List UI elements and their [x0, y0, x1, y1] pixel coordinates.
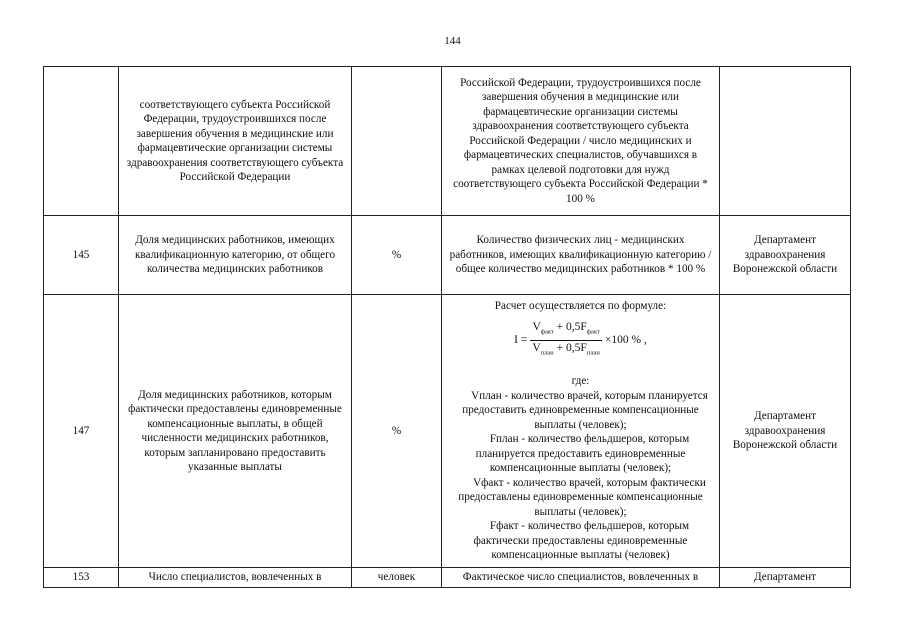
- responsible-cell: Департамент здравоохранения Воронежской области: [720, 295, 851, 568]
- unit-cell: человек: [352, 568, 442, 588]
- indicator-name: Число специалистов, вовлеченных в: [119, 568, 352, 588]
- row-number: [44, 67, 119, 216]
- table-row: [44, 67, 851, 216]
- row-number: 145: [44, 216, 119, 295]
- formula-definition: Fплан - количество фельдшеров, которым планируется предоставить единовременные компенсационные выплаты (человек);: [475, 433, 690, 475]
- unit-cell: %: [352, 295, 442, 568]
- table-row: [44, 295, 851, 568]
- indicator-name: Доля медицинских работников, которым фактически предоставлены единовременные компенсационные выплаты, в общей численности медицинских работников, которым запланировано предоставить указанные выплаты: [119, 295, 352, 568]
- formula-definition: Vфакт - количество врачей, которым фактически предоставлены единовременные компенсационные выплаты (человек);: [458, 476, 706, 518]
- indicator-name: Доля медицинских работников, имеющих квалификационную категорию, от общего количества медицинских работников: [119, 216, 352, 295]
- method-cell: Российской Федерации, трудоустроившихся после завершения обучения в медицинские или фармацевтические организации системы здравоохранения соответствующего субъекта Российской Федерации / число медицинских и фармацевтических специалистов, обучавшихся в рамках целевой подготовки для нужд соответствующего субъекта Российской Федерации * 100 %: [442, 67, 720, 216]
- formula: [448, 320, 713, 361]
- unit-cell: %: [352, 216, 442, 295]
- method-cell: Фактическое число специалистов, вовлеченных в: [442, 568, 720, 588]
- method-cell: [442, 295, 720, 568]
- row-number: 147: [44, 295, 119, 568]
- method-cell: Количество физических лиц - медицинских работников, имеющих квалификационную категорию / общее количество медицинских работников * 100 %: [442, 216, 720, 295]
- responsible-cell: [720, 67, 851, 216]
- formula-fraction: [530, 320, 602, 361]
- formula-where: где:: [571, 375, 590, 388]
- table-row: [44, 568, 851, 588]
- formula-numerator: $V_{факт} + 0,5F_{факт}$: [530, 320, 601, 341]
- formula-denominator: $V_{план} + 0,5F_{план}$: [532, 341, 600, 356]
- responsible-cell: Департамент: [720, 568, 851, 588]
- indicators-table: [43, 66, 851, 588]
- indicator-name: соответствующего субъекта Российской Федерации, трудоустроившихся после завершения обучения в медицинские или фармацевтические организации системы здравоохранения соответствующего субъекта Российской Федерации: [119, 67, 352, 216]
- formula-definition: Vплан - количество врачей, которым планируется предоставить единовременные компенсационные выплаты (человек);: [462, 389, 708, 431]
- formula-intro: Расчет осуществляется по формуле:: [494, 300, 667, 313]
- responsible-cell: Департамент здравоохранения Воронежской области: [720, 216, 851, 295]
- unit-cell: [352, 67, 442, 216]
- table-row: [44, 216, 851, 295]
- formula-rhs: ×100 % ,: [604, 333, 647, 346]
- page-number: 144: [444, 35, 461, 47]
- row-number: 153: [44, 568, 119, 588]
- formula-lhs: I =: [514, 333, 528, 346]
- formula-definition: Fфакт - количество фельдшеров, которым фактически предоставлены единовременные компенсационные выплаты (человек): [473, 520, 690, 562]
